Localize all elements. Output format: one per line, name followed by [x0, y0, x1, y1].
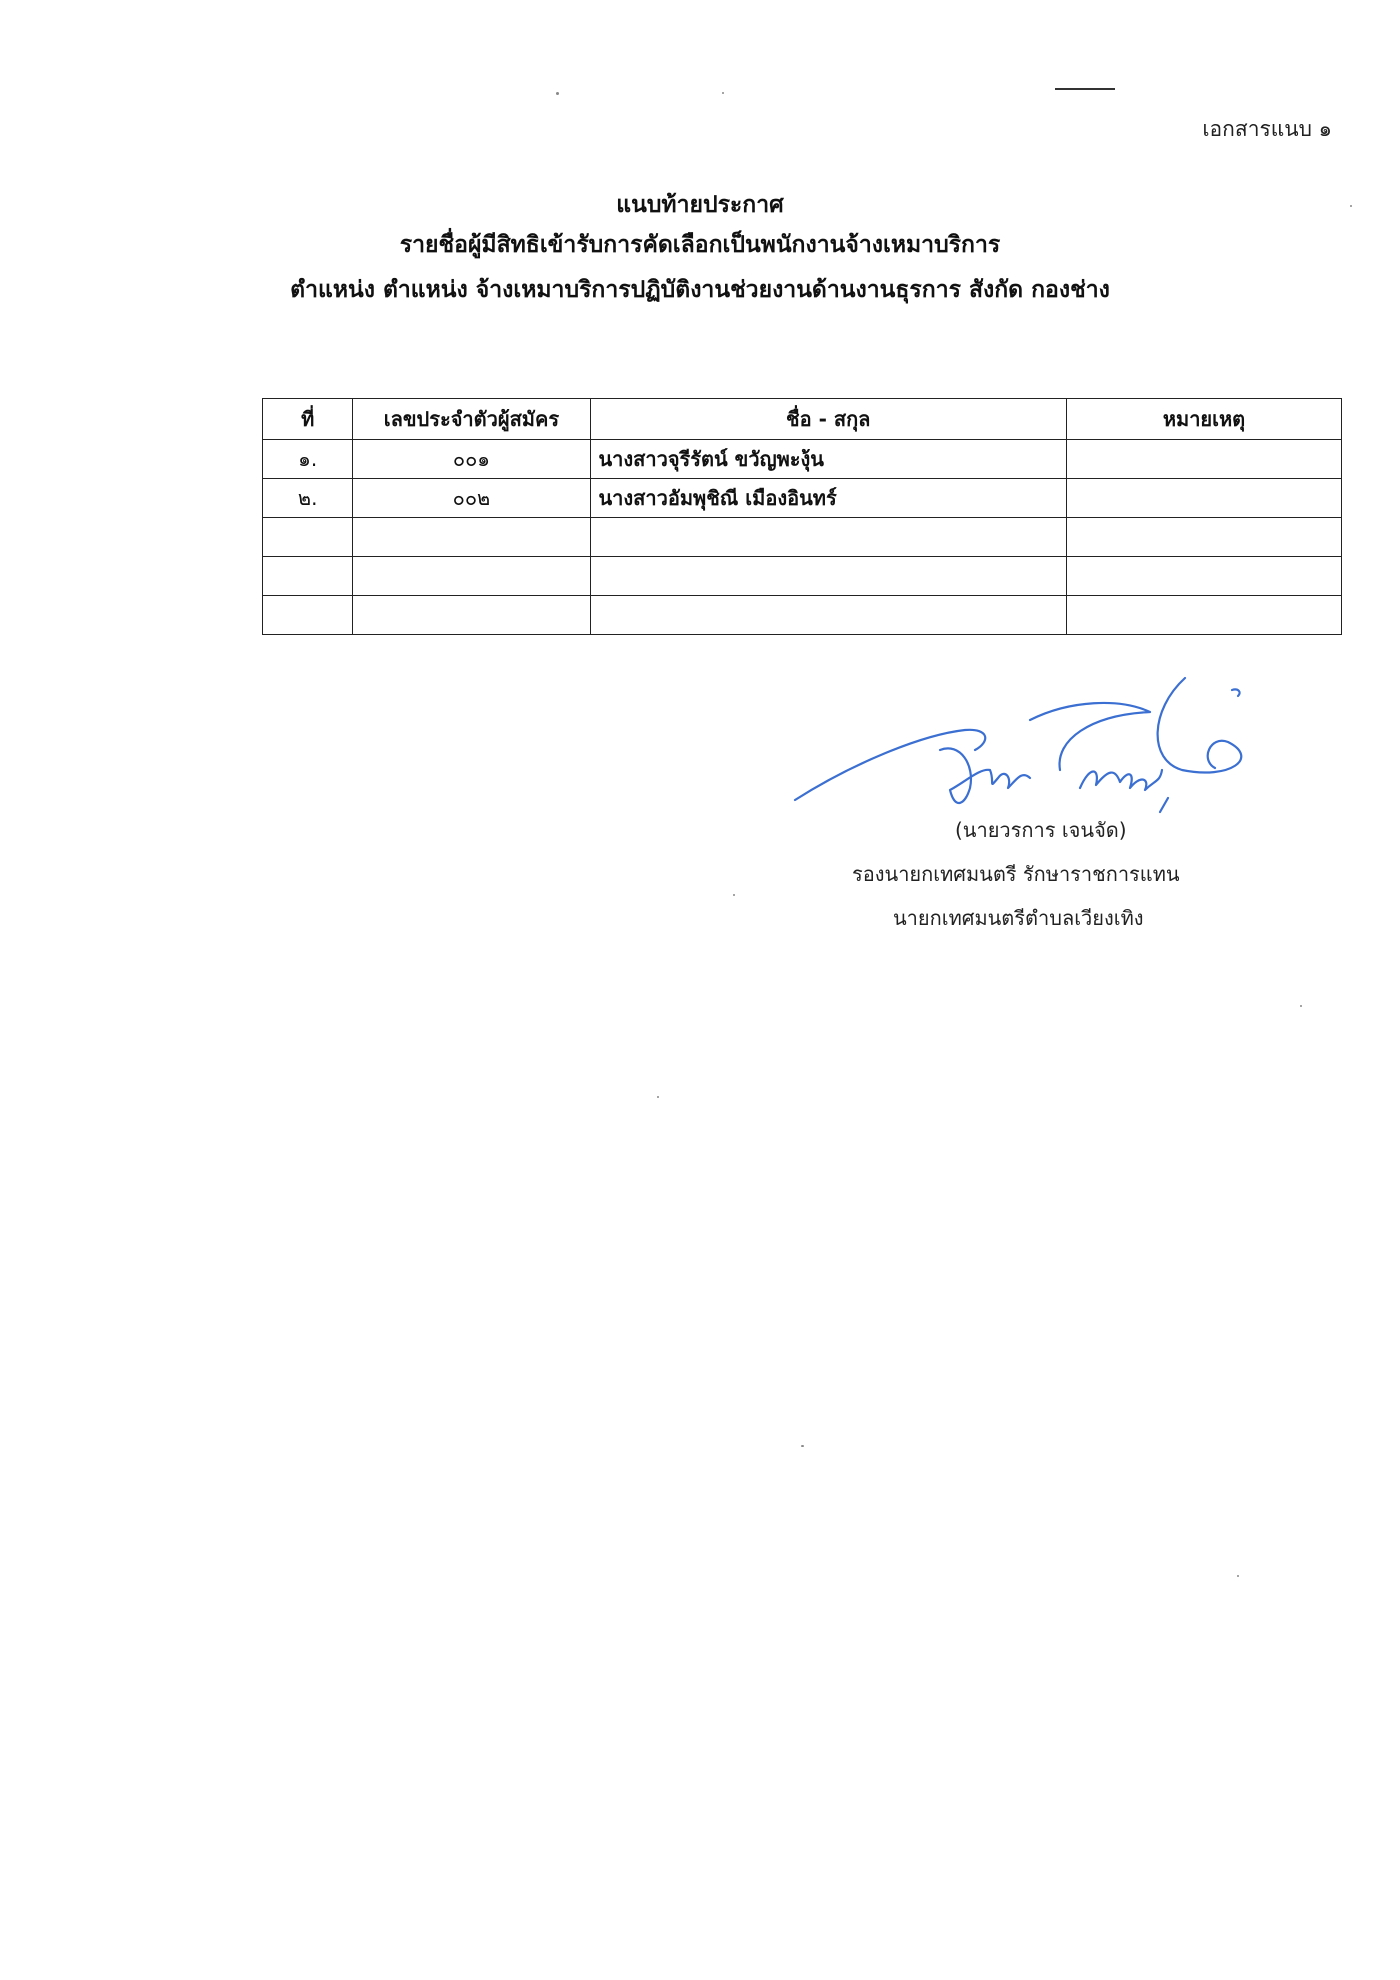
- scan-speck: [733, 894, 735, 896]
- cell-applicant-id: ๐๐๑: [353, 440, 590, 479]
- scan-speck: [556, 92, 559, 95]
- table-row: [263, 440, 1342, 479]
- table-header-row: [263, 399, 1342, 440]
- cell-no: [263, 596, 353, 635]
- cell-applicant-id: [353, 557, 590, 596]
- cell-remark: [1067, 440, 1342, 479]
- cell-full-name: นางสาวจุรีรัตน์ ขวัญพะงุ้น: [590, 440, 1067, 479]
- handwritten-signature: [790, 670, 1270, 820]
- signatory-organization: นายกเทศมนตรีตำบลเวียงเทิง: [893, 906, 1144, 930]
- cell-full-name: [590, 518, 1067, 557]
- cell-full-name: [590, 596, 1067, 635]
- cell-remark: [1067, 596, 1342, 635]
- scan-speck: [1300, 1005, 1302, 1007]
- scan-mark: [1055, 88, 1115, 90]
- table-row: [263, 557, 1342, 596]
- cell-full-name: นางสาวอัมพุชิณี เมืองอินทร์: [590, 479, 1067, 518]
- cell-remark: [1067, 557, 1342, 596]
- cell-remark: [1067, 518, 1342, 557]
- applicant-table: [262, 398, 1342, 635]
- scan-speck: [657, 1096, 659, 1098]
- scan-speck: [722, 92, 724, 94]
- cell-remark: [1067, 479, 1342, 518]
- signatory-name: (นายวรการ เจนจัด): [955, 818, 1127, 842]
- signature-strokes: [795, 678, 1241, 812]
- table-row: [263, 596, 1342, 635]
- header-full-name: ชื่อ - สกุล: [590, 399, 1067, 440]
- attachment-label: เอกสารแนบ ๑: [1202, 117, 1332, 141]
- cell-applicant-id: ๐๐๒: [353, 479, 590, 518]
- heading-title: แนบท้ายประกาศ: [616, 192, 784, 218]
- heading-position: ตำแหน่ง ตำแหน่ง จ้างเหมาบริการปฏิบัติงานช่วยงานด้านงานธุรการ สังกัด กองช่าง: [290, 277, 1110, 303]
- heading-subtitle: รายชื่อผู้มีสิทธิเข้ารับการคัดเลือกเป็นพนักงานจ้างเหมาบริการ: [399, 232, 1001, 258]
- cell-no: [263, 518, 353, 557]
- cell-no: ๑.: [263, 440, 353, 479]
- cell-applicant-id: [353, 596, 590, 635]
- scan-speck: [801, 1445, 804, 1447]
- scan-speck: [1237, 1575, 1239, 1577]
- header-remark: หมายเหตุ: [1067, 399, 1342, 440]
- cell-no: ๒.: [263, 479, 353, 518]
- table-row: [263, 518, 1342, 557]
- header-applicant-id: เลขประจำตัวผู้สมัคร: [353, 399, 590, 440]
- cell-applicant-id: [353, 518, 590, 557]
- cell-no: [263, 557, 353, 596]
- table-row: [263, 479, 1342, 518]
- cell-full-name: [590, 557, 1067, 596]
- header-no: ที่: [263, 399, 353, 440]
- signatory-role: รองนายกเทศมนตรี รักษาราชการแทน: [852, 862, 1180, 886]
